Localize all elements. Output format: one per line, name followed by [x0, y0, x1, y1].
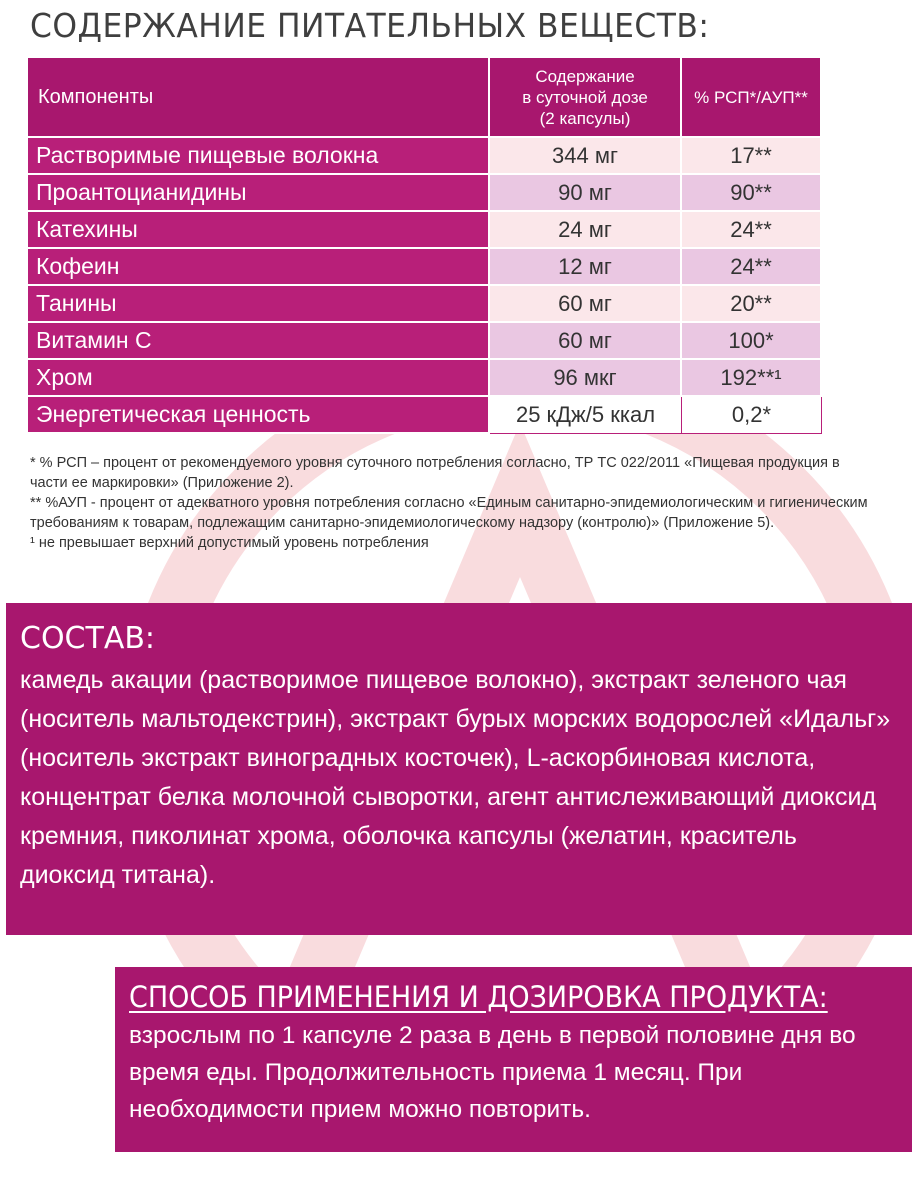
- header-dose: [490, 58, 682, 138]
- header-percent: % РСП*/АУП**: [682, 58, 822, 138]
- table-row: [28, 175, 822, 212]
- component-name: Хром: [28, 360, 490, 397]
- component-name: Витамин С: [28, 323, 490, 360]
- component-percent: 17**: [682, 138, 822, 175]
- footnotes: [30, 453, 880, 553]
- component-name: Кофеин: [28, 249, 490, 286]
- component-value: 344 мг: [490, 138, 682, 175]
- component-value: 96 мкг: [490, 360, 682, 397]
- footnote-rsp: * % РСП – процент от рекомендуемого уровня суточного потребления согласно, ТР ТС 022/2011 «Пищевая продукция в части ее маркировки» (Приложение 2).: [30, 455, 840, 491]
- table-row: [28, 397, 822, 434]
- table-header-row: [28, 58, 822, 138]
- table-row: [28, 323, 822, 360]
- component-value: 25 кДж/5 ккал: [490, 397, 682, 434]
- component-value: 60 мг: [490, 323, 682, 360]
- header-dose-line1: Содержание: [535, 66, 635, 86]
- table-row: [28, 138, 822, 175]
- footnote-aup: ** %АУП - процент от адекватного уровня потребления согласно «Единым санитарно-эпидемиологическим и гигиеническим требованиям к товарам, подлежащим санитарно-эпидемиологическому надзору (контролю)» (Приложение 5).: [30, 495, 868, 531]
- component-name: Танины: [28, 286, 490, 323]
- table-row: [28, 212, 822, 249]
- table-row: [28, 360, 822, 397]
- usage-section: [115, 967, 912, 1152]
- composition-text: камедь акации (растворимое пищевое волокно), экстракт зеленого чая (носитель мальтодекстрин), экстракт бурых морских водорослей «Идальг» (носитель экстракт виноградных косточек), L-аскорбиновая кислота, концентрат белка молочной сыворотки, агент антислеживающий диоксид кремния, пиколинат хрома, оболочка капсулы (желатин, краситель диоксид титана).: [20, 666, 891, 889]
- component-percent: 24**: [682, 212, 822, 249]
- composition-heading: СОСТАВ:: [20, 621, 156, 656]
- page-title: СОДЕРЖАНИЕ ПИТАТЕЛЬНЫХ ВЕЩЕСТВ:: [30, 6, 710, 45]
- component-percent: 100*: [682, 323, 822, 360]
- component-value: 12 мг: [490, 249, 682, 286]
- component-percent: 24**: [682, 249, 822, 286]
- header-component: Компоненты: [28, 58, 490, 138]
- component-percent: 20**: [682, 286, 822, 323]
- composition-section: [6, 603, 912, 935]
- usage-heading: СПОСОБ ПРИМЕНЕНИЯ И ДОЗИРОВКА ПРОДУКТА:: [129, 980, 828, 1014]
- component-value: 60 мг: [490, 286, 682, 323]
- component-value: 90 мг: [490, 175, 682, 212]
- component-percent: 90**: [682, 175, 822, 212]
- header-dose-line2: в суточной дозе: [522, 87, 648, 107]
- header-dose-line3: (2 капсулы): [539, 108, 631, 128]
- component-value: 24 мг: [490, 212, 682, 249]
- component-name: Энергетическая ценность: [28, 397, 490, 434]
- component-percent: 0,2*: [682, 397, 822, 434]
- footnote-upper-limit: ¹ не превышает верхний допустимый уровень потребления: [30, 535, 429, 551]
- component-name: Катехины: [28, 212, 490, 249]
- table-row: [28, 286, 822, 323]
- component-name: Проантоцианидины: [28, 175, 490, 212]
- usage-text: взрослым по 1 капсуле 2 раза в день в первой половине дня во время еды. Продолжительность приема 1 месяц. При необходимости прием можно повторить.: [129, 1022, 856, 1123]
- table-row: [28, 249, 822, 286]
- component-percent: 192**¹: [682, 360, 822, 397]
- nutrition-table: [28, 58, 822, 434]
- component-name: Растворимые пищевые волокна: [28, 138, 490, 175]
